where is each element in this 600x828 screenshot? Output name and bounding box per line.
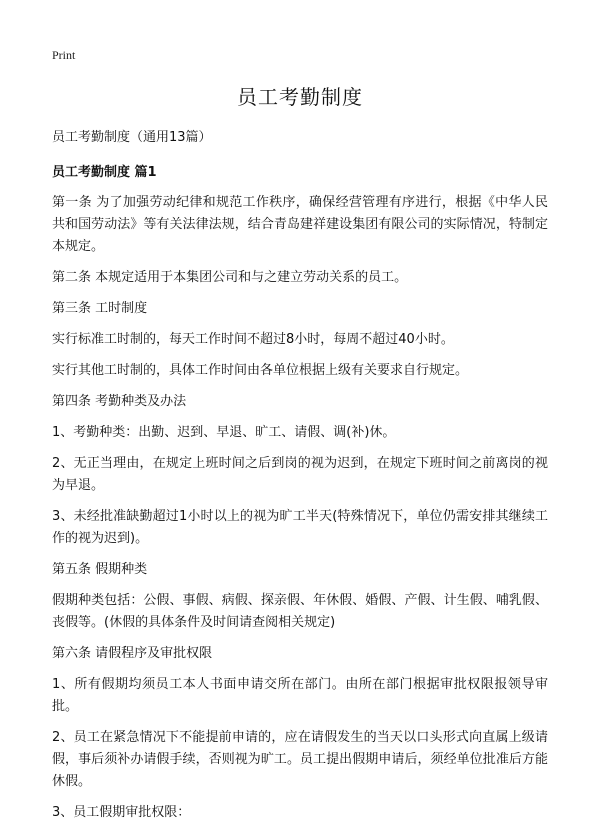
article-5-heading: 第五条 假期种类 — [52, 562, 148, 577]
article-3-heading: 第三条 工时制度 — [52, 301, 148, 316]
section-heading: 员工考勤制度 篇1 — [52, 165, 157, 180]
document-title: 员工考勤制度 — [237, 85, 363, 109]
absence-item: 3、未经批准缺勤超过1小时以上的视为旷工半天(特殊情况下，单位仍需安排其继续工作的视为迟到)。 — [52, 509, 548, 546]
emergency-leave-item: 2、员工在紧急情况下不能提前申请的，应在请假发生的当天以口头形式向直属上级请假，事后须补办请假手续，否则视为旷工。员工提出假期申请后，须经单位批准后方能休假。 — [52, 730, 548, 789]
article-4-heading: 第四条 考勤种类及办法 — [52, 394, 187, 409]
late-early-item: 2、无正当理由，在规定上班时间之后到岗的视为迟到，在规定下班时间之前离岗的视为早退。 — [52, 456, 548, 493]
print-link[interactable]: Print — [52, 48, 76, 62]
article-1-paragraph: 第一条 为了加强劳动纪律和规范工作秩序，确保经营管理有序进行，根据《中华人民共和国劳动法》等有关法律法规，结合青岛建祥建设集团有限公司的实际情况，特制定本规定。 — [52, 195, 548, 254]
article-6-heading: 第六条 请假程序及审批权限 — [52, 646, 213, 661]
other-hours-paragraph: 实行其他工时制的，具体工作时间由各单位根据上级有关要求自行规定。 — [52, 363, 469, 378]
document-subtitle: 员工考勤制度（通用13篇） — [52, 130, 212, 145]
leave-types-paragraph: 假期种类包括：公假、事假、病假、探亲假、年休假、婚假、产假、计生假、哺乳假、丧假等。(休假的具体条件及时间请查阅相关规定) — [52, 593, 548, 630]
approval-authority-item: 3、员工假期审批权限： — [52, 805, 191, 820]
standard-hours-paragraph: 实行标准工时制的，每天工作时间不超过8小时，每周不超过40小时。 — [52, 332, 454, 347]
leave-application-item: 1、所有假期均须员工本人书面申请交所在部门。由所在部门根据审批权限报领导审批。 — [52, 677, 548, 714]
article-2-paragraph: 第二条 本规定适用于本集团公司和与之建立劳动关系的员工。 — [52, 270, 408, 285]
attendance-types-item: 1、考勤种类：出勤、迟到、早退、旷工、请假、调(补)休。 — [52, 425, 396, 440]
